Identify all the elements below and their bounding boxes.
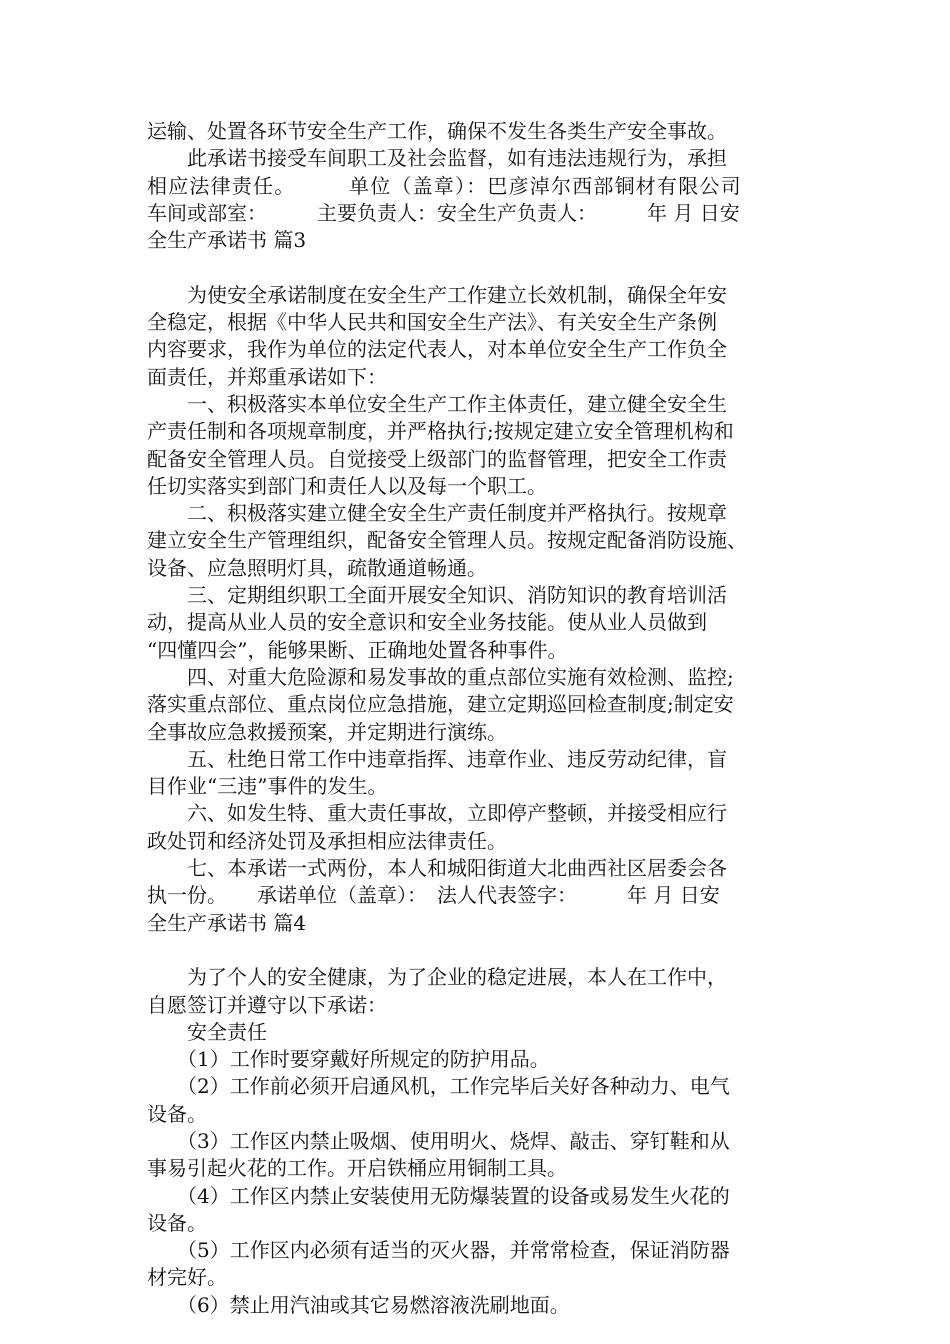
text-line: 政处罚和经济处罚及承担相应法律责任。 xyxy=(147,828,507,853)
text-line: （1）工作时要穿戴好所规定的防护用品。 xyxy=(147,1047,550,1072)
text-line: 安全责任 xyxy=(147,1019,267,1044)
text-line: 相应法律责任。 单位（盖章）：巴彦淖尔西部铜材有限公司 xyxy=(147,173,742,198)
text-line: 七、本承诺一式两份，本人和城阳街道大北曲西社区居委会各 xyxy=(147,856,727,881)
text-line: 四、对重大危险源和易发事故的重点部位实施有效检测、监控; xyxy=(147,664,734,689)
text-line: 六、如发生特、重大责任事故，立即停产整顿，并接受相应行 xyxy=(147,801,727,826)
text-line: 全事故应急救援预案，并定期进行演练。 xyxy=(147,719,507,744)
text-line: （6）禁止用汽油或其它易燃溶液洗刷地面。 xyxy=(147,1292,570,1317)
text-line: （5）工作区内必须有适当的灭火器，并常常检查，保证消防器 xyxy=(147,1238,730,1263)
text-line: 配备安全管理人员。自觉接受上级部门的监督管理，把安全工作责 xyxy=(147,446,727,471)
text-line: 设备。 xyxy=(147,1101,207,1126)
text-line: 全稳定，根据《中华人民共和国安全生产法》、有关安全生产条例 xyxy=(147,310,717,335)
text-line: 设备。 xyxy=(147,1210,207,1235)
text-line: 产责任制和各项规章制度，并严格执行;按规定建立安全管理机构和 xyxy=(147,419,734,444)
text-line: 三、定期组织职工全面开展安全知识、消防知识的教育培训活 xyxy=(147,583,727,608)
text-line: 二、积极落实建立健全安全生产责任制度并严格执行。按规章 xyxy=(147,501,727,526)
section-heading: 全生产承诺书 篇3 xyxy=(147,228,307,253)
text-line: 自愿签订并遵守以下承诺： xyxy=(147,992,387,1017)
text-line: 执一份。 承诺单位（盖章）： 法人代表签字： 年 月 日安 xyxy=(147,883,720,908)
text-line: 为了个人的安全健康，为了企业的稳定进展，本人在工作中， xyxy=(147,965,727,990)
text-line: 任切实落实到部门和责任人以及每一个职工。 xyxy=(147,473,547,498)
text-line: （3）工作区内禁止吸烟、使用明火、烧焊、敲击、穿钉鞋和从 xyxy=(147,1128,730,1153)
text-line: 为使安全承诺制度在安全生产工作建立长效机制，确保全年安 xyxy=(147,282,727,307)
blank-line xyxy=(147,937,809,964)
text-line: （2）工作前必须开启通风机，工作完毕后关好各种动力、电气 xyxy=(147,1074,730,1099)
text-line: 设备、应急照明灯具，疏散通道畅通。 xyxy=(147,555,487,580)
text-line: 材完好。 xyxy=(147,1265,227,1290)
text-line: 车间或部室： 主要负责人：安全生产负责人： 年 月 日安 xyxy=(147,200,740,225)
text-line: 目作业“三违”事件的发生。 xyxy=(147,774,388,799)
blank-line xyxy=(147,254,809,281)
text-line: （4）工作区内禁止安装使用无防爆装置的设备或易发生火花的 xyxy=(147,1183,730,1208)
text-line: “四懂四会”，能够果断、正确地处置各种事件。 xyxy=(147,637,568,662)
text-line: 建立安全生产管理组织，配备安全管理人员。按规定配备消防设施、 xyxy=(147,528,747,553)
text-line: 一、积极落实本单位安全生产工作主体责任，建立健全安全生 xyxy=(147,391,727,416)
text-line: 面责任，并郑重承诺如下： xyxy=(147,364,387,389)
document-body xyxy=(147,118,809,1319)
text-line: 事易引起火花的工作。开启铁桶应用铜制工具。 xyxy=(147,1156,567,1181)
text-line: 动，提高从业人员的安全意识和安全业务技能。使从业人员做到 xyxy=(147,610,707,635)
text-line: 此承诺书接受车间职工及社会监督，如有违法违规行为，承担 xyxy=(147,146,727,171)
text-line: 落实重点部位、重点岗位应急措施，建立定期巡回检查制度;制定安 xyxy=(147,692,734,717)
text-line: 内容要求，我作为单位的法定代表人，对本单位安全生产工作负全 xyxy=(147,337,727,362)
text-line: 五、杜绝日常工作中违章指挥、违章作业、违反劳动纪律，盲 xyxy=(147,746,727,771)
section-heading: 全生产承诺书 篇4 xyxy=(147,910,307,935)
text-line: 运输、处置各环节安全生产工作，确保不发生各类生产安全事故。 xyxy=(147,119,727,143)
